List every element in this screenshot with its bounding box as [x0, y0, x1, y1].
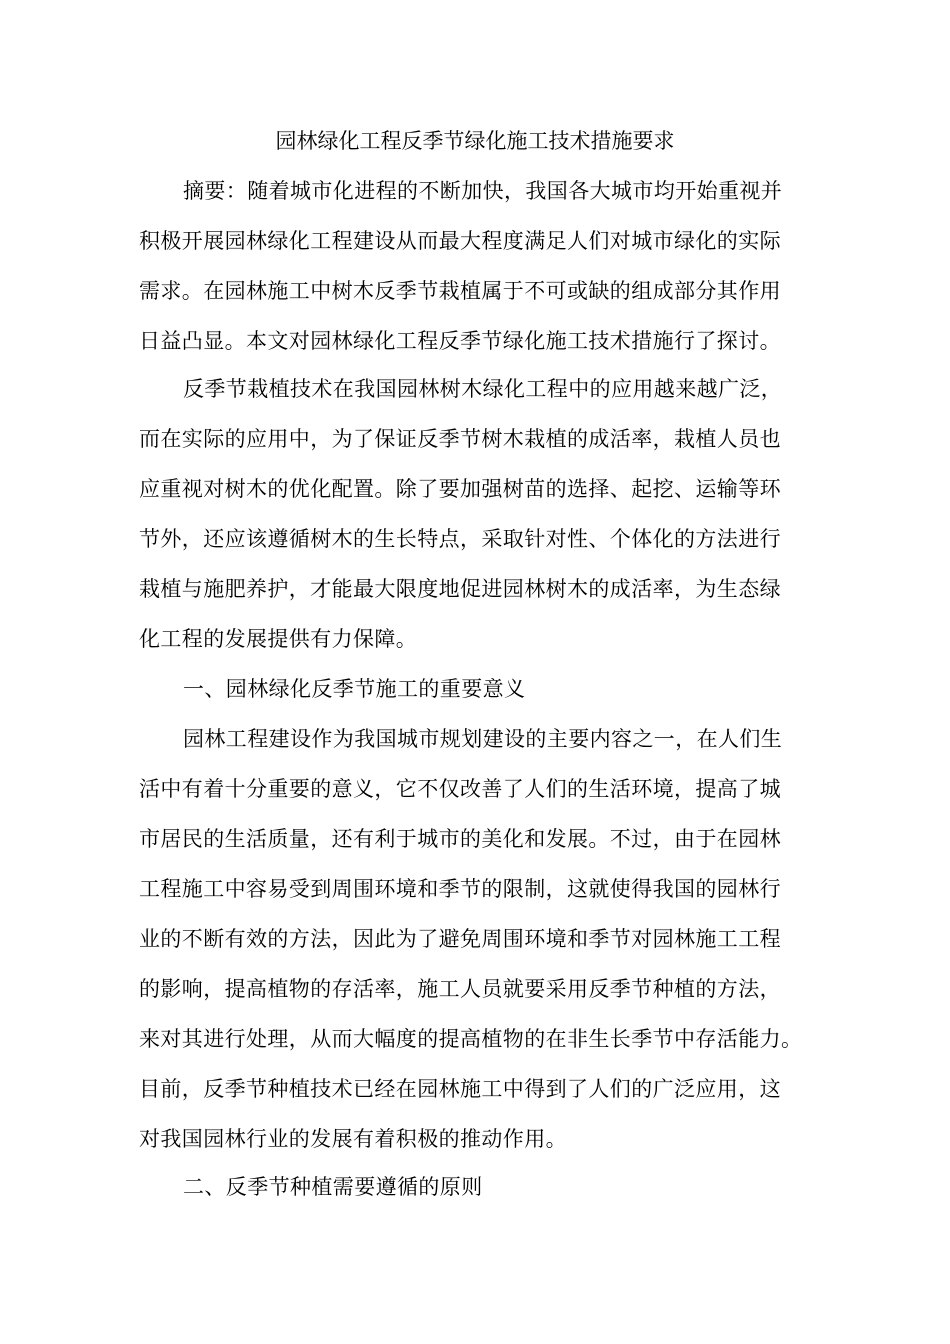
intro-line: 而在实际的应用中，为了保证反季节树木栽植的成活率，栽植人员也	[139, 427, 781, 451]
section-one-line: 市居民的生活质量，还有利于城市的美化和发展。不过，由于在园林	[139, 827, 781, 851]
section-one-line: 来对其进行处理，从而大幅度的提高植物的在非生长季节中存活能力。	[139, 1027, 803, 1051]
intro-line: 反季节栽植技术在我国园林树木绿化工程中的应用越来越广泛，	[183, 377, 783, 401]
abstract-line: 需求。在园林施工中树木反季节栽植属于不可或缺的组成部分其作用	[139, 279, 781, 303]
intro-paragraph	[139, 364, 819, 664]
section-two-heading: 二、反季节种植需要遵循的原则	[183, 1175, 483, 1199]
abstract-line: 积极开展园林绿化工程建设从而最大程度满足人们对城市绿化的实际	[139, 229, 781, 253]
section-one-line: 对我国园林行业的发展有着积极的推动作用。	[139, 1127, 567, 1151]
abstract-paragraph	[139, 166, 819, 366]
document-title: 园林绿化工程反季节绿化施工技术措施要求	[275, 129, 675, 153]
intro-line: 节外，还应该遵循树木的生长特点，采取针对性、个体化的方法进行	[139, 527, 781, 551]
section-one-line: 业的不断有效的方法，因此为了避免周围环境和季节对园林施工工程	[139, 927, 781, 951]
section-one-line: 目前，反季节种植技术已经在园林施工中得到了人们的广泛应用，这	[139, 1077, 781, 1101]
section-one-line: 园林工程建设作为我国城市规划建设的主要内容之一，在人们生	[183, 727, 783, 751]
section-one-line: 工程施工中容易受到周围环境和季节的限制，这就使得我国的园林行	[139, 877, 781, 901]
intro-line: 化工程的发展提供有力保障。	[139, 627, 418, 651]
section-two-heading-block	[139, 1162, 819, 1212]
section-one-line: 的影响，提高植物的存活率，施工人员就要采用反季节种植的方法，	[139, 977, 781, 1001]
section-one-line: 活中有着十分重要的意义，它不仅改善了人们的生活环境，提高了城	[139, 777, 781, 801]
section-one-heading-block	[139, 664, 819, 714]
section-one-paragraph	[139, 714, 819, 1164]
intro-line: 应重视对树木的优化配置。除了要加强树苗的选择、起挖、运输等环	[139, 477, 781, 501]
abstract-line: 日益凸显。本文对园林绿化工程反季节绿化施工技术措施行了探讨。	[139, 329, 781, 353]
abstract-line: 摘要：随着城市化进程的不断加快，我国各大城市均开始重视并	[183, 179, 783, 203]
section-one-heading: 一、园林绿化反季节施工的重要意义	[183, 677, 526, 701]
intro-line: 栽植与施肥养护，才能最大限度地促进园林树木的成活率，为生态绿	[139, 577, 781, 601]
